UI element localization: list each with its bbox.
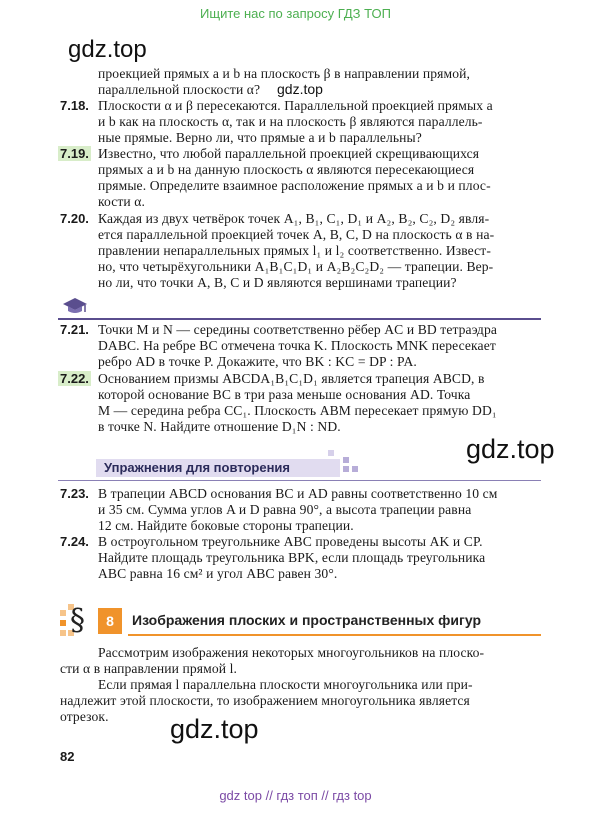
problem-text-line: правлении непараллельных прямых l₁ и l₂ соответственно. Извест- xyxy=(98,243,491,258)
problem-number: 7.21. xyxy=(60,322,89,337)
exercises-title: Упражнения для повторения xyxy=(104,460,291,475)
problem-text-line: Известно, что любой параллельной проекцией скрещивающихся xyxy=(98,146,480,161)
problem-number: 7.24. xyxy=(60,534,89,549)
exercises-divider xyxy=(58,480,541,481)
problem-number: 7.20. xyxy=(60,211,89,226)
problem-text-line: ребро AD в точке P. Докажите, что BK : KC = DP : PA. xyxy=(98,354,417,369)
section-underline xyxy=(128,634,541,636)
problem-text-line: и 35 см. Сумма углов A и D равна 90°, а высота трапеции равна xyxy=(98,502,472,517)
problem-text-line: и b как на плоскость α, так и на плоскость β являются параллель- xyxy=(98,114,483,129)
body-line: сти α в направлении прямой l. xyxy=(60,661,237,676)
problem-number: 7.18. xyxy=(60,98,89,113)
decor-square xyxy=(343,457,349,463)
problem-text-line: ется параллельной проекцией точек A, B, C, D на плоскость α в на- xyxy=(98,227,495,242)
intro-line-2: параллельной плоскости α? xyxy=(98,82,261,97)
problem-text-line: прямые. Определите взаимное расположение прямых a и b и плос- xyxy=(98,178,491,193)
watermark-gdz-small: gdz.top xyxy=(277,81,323,97)
problem-number-highlighted: 7.19. xyxy=(60,146,89,161)
body-line: надлежит этой плоскости, то изображением многоугольника является xyxy=(60,693,470,708)
watermark-gdz: gdz.top xyxy=(466,434,555,464)
problem-text-line: кости α. xyxy=(98,194,146,209)
watermark-gdz: gdz.top xyxy=(170,714,259,744)
problem-text-line: В трапеции ABCD основания BC и AD равны соответственно 10 см xyxy=(98,486,498,501)
graduation-cap-icon xyxy=(62,296,88,320)
section-title: Изображения плоских и пространственных фигур xyxy=(132,612,482,628)
section-paragraph-icon: § xyxy=(70,603,85,638)
problem-number-highlighted: 7.22. xyxy=(60,371,89,386)
body-line: Если прямая l параллельна плоскости многоугольника или при- xyxy=(98,677,473,692)
problem-text-line: в точке N. Найдите отношение D₁N : ND. xyxy=(98,419,341,434)
top-banner[interactable]: Ищите нас по запросу ГДЗ ТОП xyxy=(200,6,391,21)
problem-text-line: 12 см. Найдите боковые стороны трапеции. xyxy=(98,518,354,533)
decor-square xyxy=(343,466,349,472)
problem-text-line: которой основание BC в три раза меньше основания AD. Точка xyxy=(98,387,471,402)
problem-text-line: Точки M и N — середины соответственно рёбер AC и BD тетраэдра xyxy=(98,322,497,337)
page-number: 82 xyxy=(60,749,75,764)
intro-line-1: проекцией прямых a и b на плоскость β в направлении прямой, xyxy=(98,66,470,81)
problem-text-line: но, что четырёхугольники A₁B₁C₁D₁ и A₂B₂C₂D₂ — трапеции. Вер- xyxy=(98,259,494,274)
problem-text-line: но ли, что точки A, B, C и D являются вершинами трапеции? xyxy=(98,275,457,290)
problem-number: 7.23. xyxy=(60,486,89,501)
section-number-badge: 8 xyxy=(98,608,122,634)
section-divider xyxy=(58,318,541,320)
problem-text-line: В остроугольном треугольнике ABC проведены высоты AK и CP. xyxy=(98,534,483,549)
problem-text-line: ABC равна 16 см² и угол ABC равен 30°. xyxy=(98,566,338,581)
decor-square xyxy=(352,466,358,472)
problem-text-line: прямых a и b на данную плоскость α являются пересекающиеся xyxy=(98,162,475,177)
problem-text-line: Найдите площадь треугольника BPK, если площадь треугольника xyxy=(98,550,486,565)
problem-text-line: ные прямые. Верно ли, что прямые a и b параллельны? xyxy=(98,130,422,145)
footer-links[interactable]: gdz top // гдз топ // гдз top xyxy=(219,788,372,803)
problem-text-line: Плоскости α и β пересекаются. Параллельной проекцией прямых a xyxy=(98,98,493,113)
problem-text-line: Каждая из двух четвёрок точек A₁, B₁, C₁, D₁ и A₂, B₂, C₂, D₂ явля- xyxy=(98,211,490,226)
decor-square xyxy=(328,450,334,456)
watermark-gdz: gdz.top xyxy=(68,36,147,63)
problem-text-line: M — середина ребра CC₁. Плоскость ABM пересекает прямую DD₁ xyxy=(98,403,497,418)
problem-text-line: DABC. На ребре BC отмечена точка K. Плоскость MNK пересекает xyxy=(98,338,496,353)
body-line: Рассмотрим изображения некоторых многоугольников на плоско- xyxy=(98,645,485,660)
body-line: отрезок. xyxy=(60,709,109,724)
problem-text-line: Основанием призмы ABCDA₁B₁C₁D₁ является трапеция ABCD, в xyxy=(98,371,485,386)
